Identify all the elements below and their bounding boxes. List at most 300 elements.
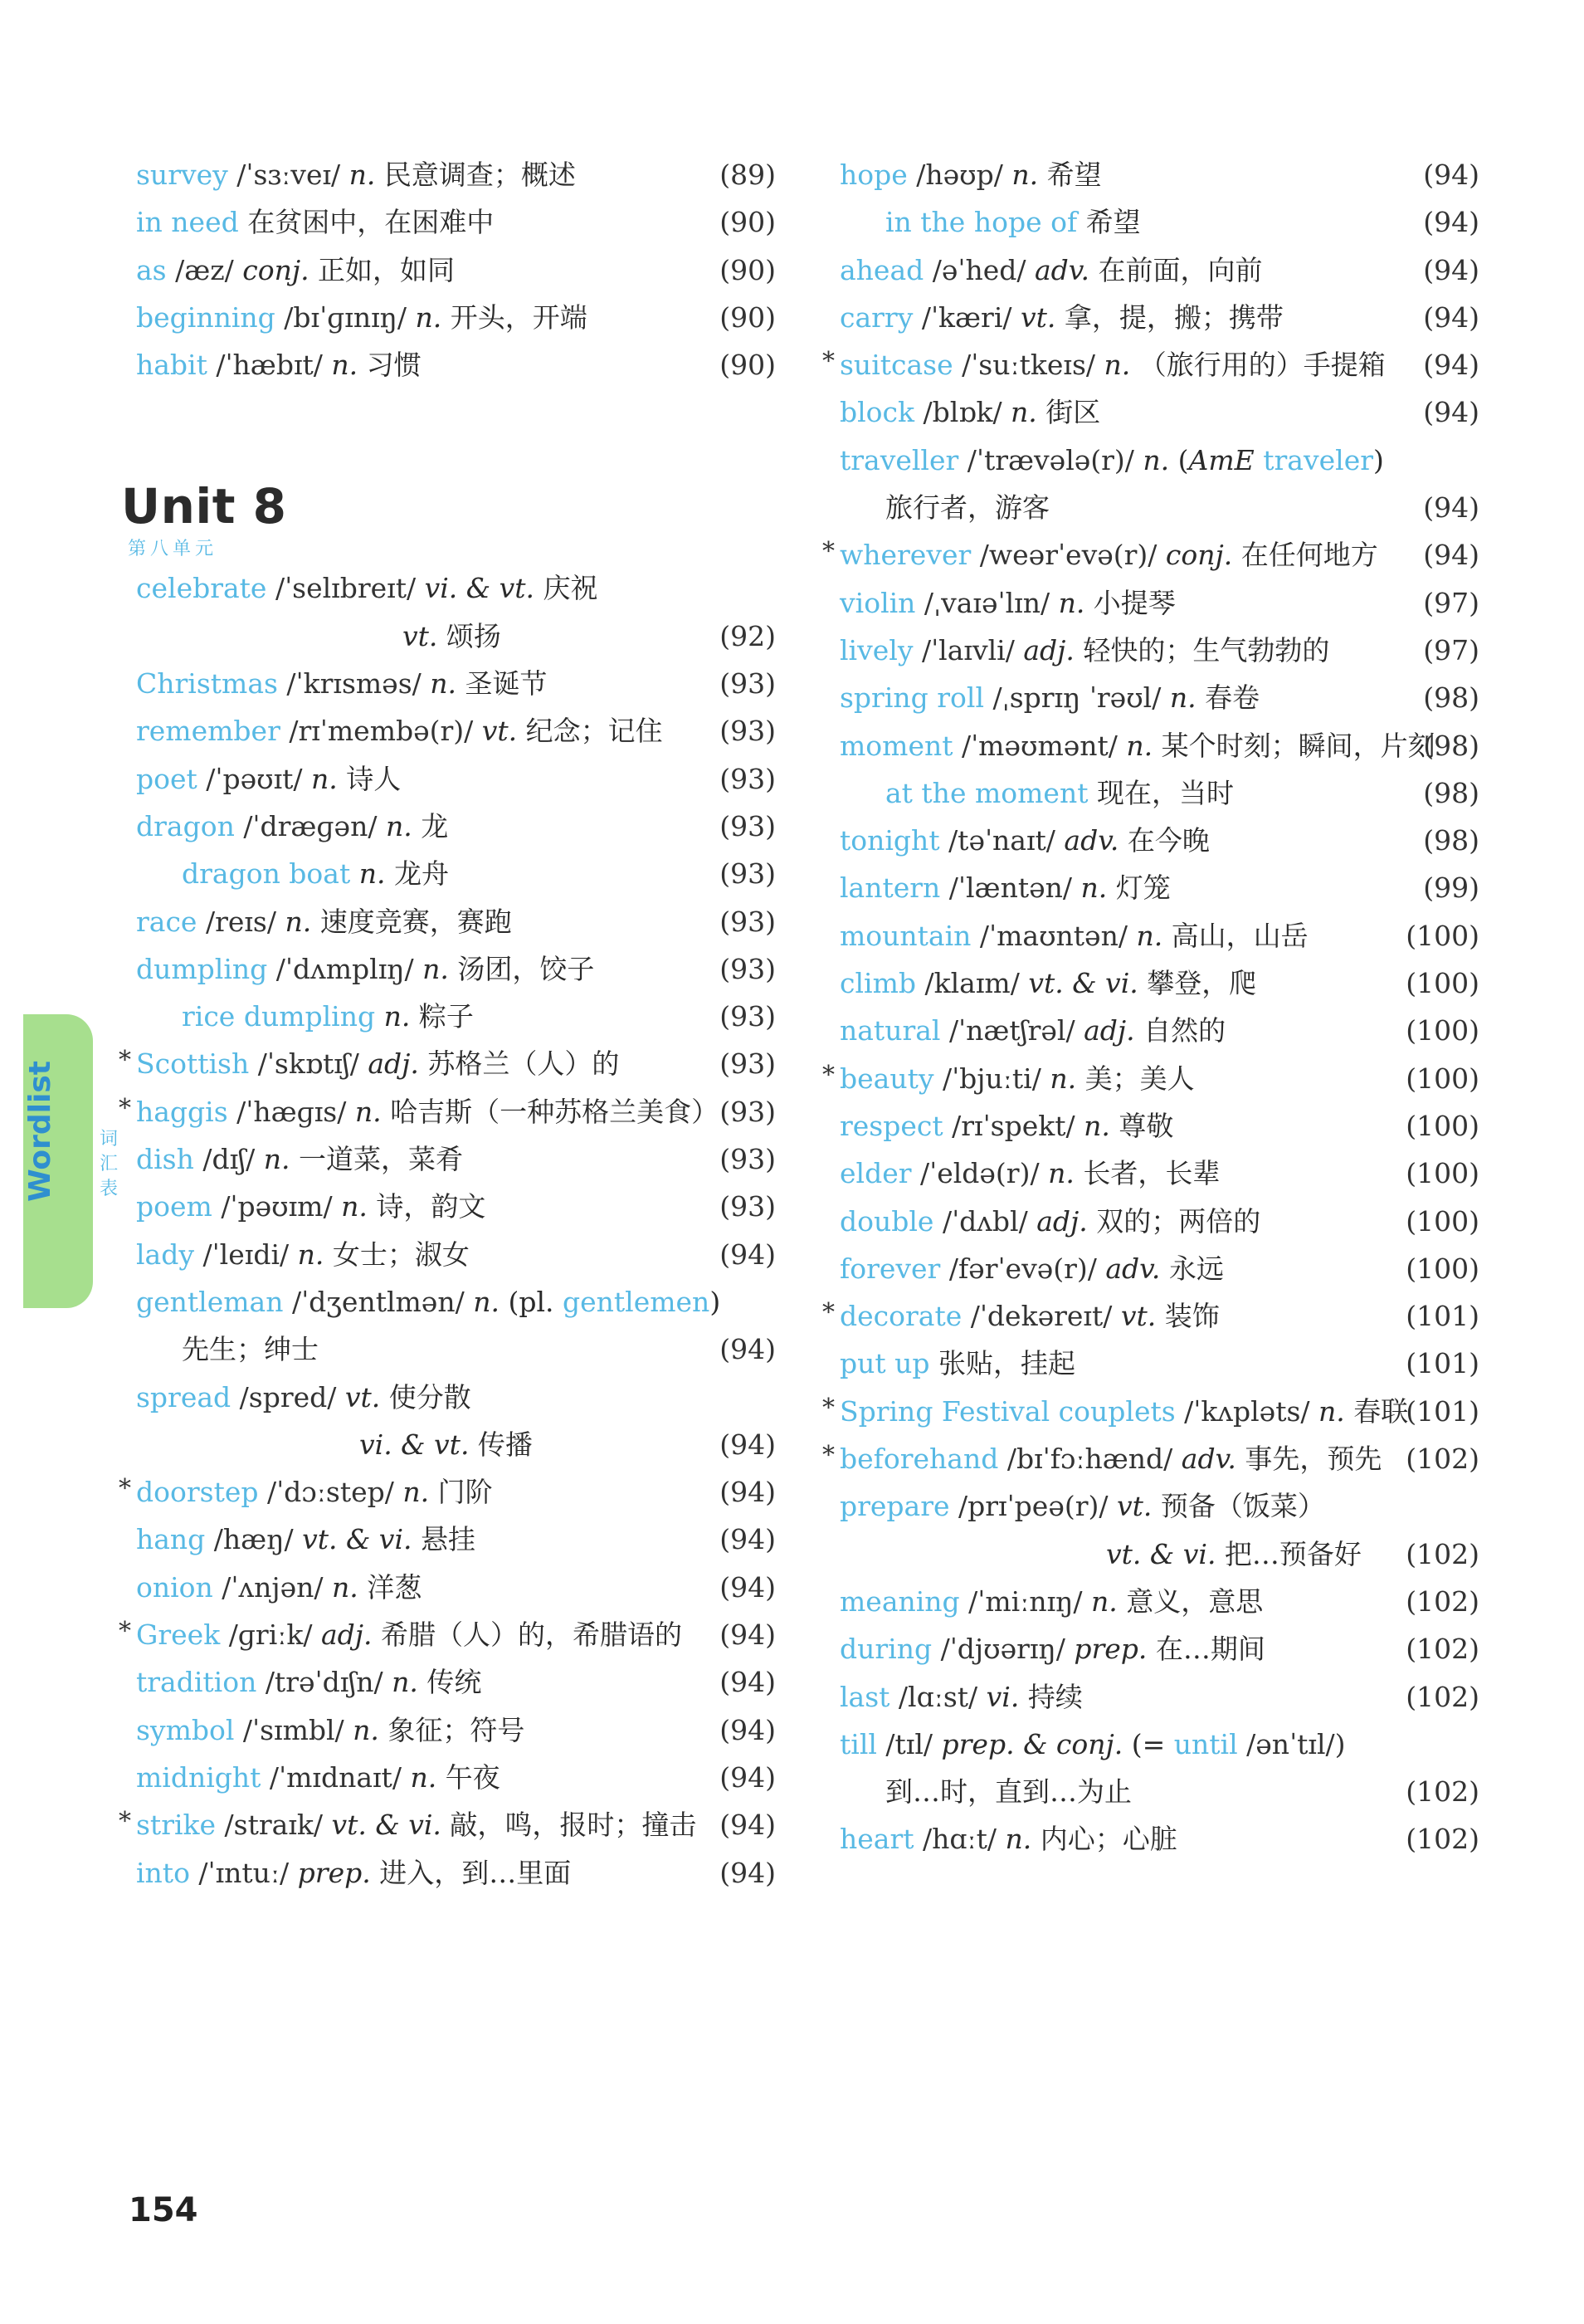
entry-text: [840, 1340, 1075, 1387]
entry-meaning: 午夜: [436, 1760, 500, 1794]
entry-meaning: 使分散: [380, 1380, 471, 1413]
entry-word: elder: [840, 1157, 912, 1190]
wordlist-entry: [120, 1326, 776, 1373]
entry-pos: vt. & vi.: [1106, 1537, 1216, 1570]
entry-pos: n.: [358, 857, 386, 891]
entry-phonetic: /blɒk/: [914, 396, 1011, 429]
wordlist-entry: [120, 945, 776, 993]
entry-meaning: 春卷: [1196, 681, 1260, 715]
entry-phonetic: /ˈsuːtkeɪs/: [953, 349, 1104, 382]
entry-page-ref: (100): [1406, 1109, 1479, 1142]
left-post-list: [120, 564, 776, 1896]
entry-page-ref: (94): [719, 1666, 776, 1699]
wordlist-entry: [824, 722, 1479, 769]
entry-text: [136, 1135, 463, 1183]
entry-phonetic: /tɪl/: [876, 1727, 942, 1760]
entry-word: remember: [136, 715, 280, 748]
entry-star: *: [822, 1441, 835, 1471]
entry-text: [840, 1102, 1173, 1150]
entry-text: [885, 484, 1050, 531]
entry-pos: n.: [285, 905, 312, 938]
entry-meaning: 自然的: [1134, 1014, 1226, 1047]
wordlist-entry: [120, 1658, 776, 1706]
entry-page-ref: (101): [1406, 1347, 1479, 1380]
wordlist-entry: [824, 1340, 1479, 1387]
entry-page-ref: (94): [1423, 349, 1479, 382]
entry-text: [885, 1768, 1132, 1815]
entry-page-ref: (98): [1423, 824, 1479, 857]
entry-variant-tag: AmE: [1188, 443, 1255, 476]
wordlist-entry: [120, 898, 776, 945]
entry-star: *: [822, 1060, 835, 1090]
entry-pos: n.: [473, 1285, 500, 1318]
entry-page-ref: (90): [719, 253, 776, 286]
wordlist-entry: [120, 198, 776, 246]
entry-meaning: 开头，开端: [441, 300, 587, 334]
entry-word: Greek: [136, 1618, 221, 1652]
entry-phonetic: /lɑːst/: [889, 1680, 987, 1713]
entry-page-ref: (94): [719, 1333, 776, 1366]
entry-phonetic: /ˈdɔːstep/: [258, 1476, 403, 1509]
entry-page-ref: (93): [719, 1190, 776, 1223]
entry-word: climb: [840, 967, 917, 1000]
wordlist-entry: [824, 1055, 1479, 1102]
entry-pos: vt. & vi.: [302, 1523, 412, 1556]
entry-pos: adj.: [321, 1618, 373, 1652]
entry-word: spread: [136, 1380, 232, 1413]
entry-meaning: 传统: [417, 1666, 482, 1699]
entry-meaning: 美；美人: [1076, 1062, 1195, 1095]
entry-word: meaning: [840, 1584, 960, 1618]
entry-text: [840, 1578, 1263, 1625]
entry-page-ref: (94): [719, 1856, 776, 1889]
entry-meaning: (: [1169, 443, 1189, 476]
right-column: [824, 151, 1479, 1863]
wordlist-entry: [824, 484, 1479, 531]
entry-word: wherever: [840, 539, 972, 572]
wordlist-entry: [824, 1531, 1479, 1578]
wordlist-entry: [824, 1721, 1479, 1768]
entry-text: [840, 1673, 1083, 1721]
entry-phonetic: /spred/: [231, 1380, 345, 1413]
entry-text: [840, 1482, 1325, 1530]
entry-text: [840, 437, 1384, 484]
entry-pos: conj.: [1165, 539, 1233, 572]
wordlist-entry: [120, 850, 776, 897]
wordlist-entry: [824, 627, 1479, 674]
entry-page-ref: (93): [719, 1000, 776, 1033]
entry-meaning: 诗人: [337, 762, 402, 795]
entry-page-ref: (94): [719, 1713, 776, 1746]
entry-word: symbol: [136, 1713, 235, 1746]
entry-pos: n.: [341, 1190, 368, 1223]
entry-word: habit: [136, 349, 207, 382]
entry-text: [402, 613, 501, 660]
wordlist-entry: [824, 1292, 1479, 1340]
entry-page-ref: (93): [719, 952, 776, 985]
entry-page-ref: (100): [1406, 1062, 1479, 1095]
entry-word: at the moment: [885, 776, 1089, 809]
left-pre-list: [120, 151, 776, 388]
entry-pos: n.: [1136, 919, 1163, 952]
entry-page-ref: (98): [1423, 776, 1479, 809]
entry-pos: adj.: [1036, 1204, 1088, 1238]
entry-text: [840, 912, 1309, 959]
wordlist-entry: [824, 674, 1479, 721]
entry-pos: n.: [422, 952, 449, 985]
entry-meaning: 洋葱: [358, 1570, 422, 1604]
wordlist-tab-label: Wordlist: [23, 1061, 57, 1202]
entry-word: dumpling: [136, 952, 268, 985]
wordlist-entry: [120, 247, 776, 294]
entry-text: [136, 1516, 475, 1563]
entry-page-ref: (94): [1423, 159, 1479, 191]
entry-text: [136, 1374, 471, 1421]
entry-meaning: 现在，当时: [1088, 776, 1234, 809]
wordlist-entry: [824, 1768, 1479, 1815]
entry-pos: n.: [1318, 1394, 1345, 1428]
entry-page-ref: (94): [1423, 491, 1479, 525]
entry-text: [840, 151, 1102, 198]
entry-word: spring roll: [840, 681, 985, 715]
entry-phonetic: [350, 857, 359, 890]
entry-page-ref: (90): [719, 349, 776, 382]
entry-phonetic: /fərˈevə(r)/: [940, 1252, 1106, 1285]
entry-page-ref: (94): [719, 1476, 776, 1509]
entry-meaning: 旅行者，游客: [885, 491, 1050, 525]
entry-pos: n.: [392, 1666, 418, 1699]
entry-meaning: 小提琴: [1084, 586, 1176, 619]
entry-meaning: 哈吉斯（一种苏格兰美食）: [381, 1095, 719, 1128]
entry-phonetic: /ˈhæbɪt/: [207, 349, 332, 382]
entry-word: dish: [136, 1143, 194, 1176]
entry-word: ahead: [840, 253, 924, 286]
unit-subtitle: 第八单元: [128, 539, 218, 560]
page-number: 154: [129, 2191, 198, 2229]
entry-page-ref: (101): [1406, 1394, 1479, 1428]
entry-text: [840, 1721, 1346, 1768]
entry-word: celebrate: [136, 572, 267, 605]
entry-text: [885, 198, 1141, 246]
entry-pos: n.: [354, 1095, 382, 1128]
wordlist-entry: [824, 1388, 1479, 1435]
left-column: [120, 151, 776, 1897]
entry-tail: /ənˈtɪl/): [1237, 1727, 1346, 1760]
entry-phonetic: /bɪˈɡɪnɪŋ/: [275, 300, 416, 334]
entry-pos: vt.: [481, 715, 518, 748]
wordlist-entry: [824, 151, 1479, 198]
entry-text: [182, 1326, 319, 1373]
entry-meaning: 颂扬: [437, 619, 501, 652]
unit-heading: [120, 455, 776, 564]
entry-page-ref: (92): [719, 619, 776, 652]
entry-word: mountain: [840, 919, 972, 952]
entry-text: [136, 803, 448, 850]
entry-text: [840, 1435, 1382, 1482]
entry-pos: n.: [1005, 1823, 1032, 1856]
wordlist-entry: [120, 294, 776, 341]
entry-word: beauty: [840, 1062, 934, 1095]
entry-meaning: 装饰: [1156, 1300, 1220, 1333]
wordlist-entry: [824, 341, 1479, 388]
entry-pos: n.: [410, 1760, 437, 1794]
entry-word: Scottish: [136, 1047, 250, 1081]
entry-meaning: (pl.: [499, 1285, 563, 1318]
wordlist-entry: [120, 341, 776, 388]
entry-pos: n.: [1050, 1062, 1077, 1095]
entry-text: [136, 341, 422, 388]
entry-phonetic: /ˈdjʊərɪŋ/: [932, 1633, 1075, 1666]
entry-pos: n.: [331, 349, 358, 382]
entry-meaning: 粽子: [410, 1000, 474, 1033]
entry-text: [136, 151, 576, 198]
entry-phonetic: /straɪk/: [216, 1809, 332, 1842]
wordlist-entry: [824, 198, 1479, 246]
entry-phonetic: /hɑːt/: [914, 1823, 1006, 1856]
entry-text: [136, 1706, 524, 1754]
entry-phonetic: /ˈmaʊntən/: [971, 919, 1137, 952]
entry-star: *: [119, 1093, 131, 1123]
entry-pos: n.: [332, 1570, 358, 1604]
entry-page-ref: (94): [719, 1238, 776, 1271]
entry-text: [136, 945, 594, 993]
entry-meaning: 希腊（人）的，希腊语的: [372, 1618, 683, 1652]
entry-phonetic: /ˈdʒentlmən/: [283, 1285, 474, 1318]
entry-pos: prep.: [1074, 1633, 1148, 1666]
entry-word: during: [840, 1633, 933, 1666]
entry-phonetic: /ˈbjuːti/: [933, 1062, 1050, 1095]
entry-word: Christmas: [136, 667, 278, 701]
entry-meaning: 张贴，挂起: [929, 1347, 1076, 1380]
entry-text: [840, 959, 1256, 1007]
entry-star: *: [822, 537, 835, 567]
entry-meaning: 女士；淑女: [324, 1238, 470, 1271]
entry-pos: adj.: [1023, 633, 1075, 666]
entry-pos: n.: [1058, 586, 1085, 619]
entry-word: dragon boat: [182, 857, 351, 891]
wordlist-entry: [120, 1706, 776, 1754]
wordlist-entry: [824, 247, 1479, 294]
entry-meaning: 诗，韵文: [367, 1190, 486, 1223]
entry-meaning: 苏格兰（人）的: [418, 1047, 620, 1081]
entry-meaning: 庆祝: [534, 572, 598, 605]
entry-word: race: [136, 905, 197, 938]
entry-text: [136, 1658, 481, 1706]
wordlist-entry: [120, 993, 776, 1040]
entry-word: gentleman: [136, 1285, 284, 1318]
entry-page-ref: (100): [1406, 1252, 1479, 1285]
entry-text: [840, 1007, 1226, 1054]
wordlist-entry: [824, 1150, 1479, 1197]
entry-word: prepare: [840, 1490, 950, 1523]
entry-phonetic: /klaɪm/: [916, 967, 1029, 1000]
entry-pos: n.: [402, 1476, 430, 1509]
entry-word: hope: [840, 159, 908, 191]
wordlist-entry: [120, 1754, 776, 1801]
entry-text: [136, 198, 494, 246]
entry-text: [840, 627, 1329, 674]
entry-meaning: 在前面，向前: [1089, 253, 1263, 286]
entry-star: *: [119, 1807, 131, 1837]
entry-text: [136, 660, 548, 707]
entry-page-ref: (90): [719, 206, 776, 239]
section-gap: [120, 388, 776, 455]
entry-meaning: 街区: [1036, 396, 1101, 429]
entry-text: [136, 1468, 493, 1516]
entry-phonetic: /ˈdekəreɪt/: [962, 1300, 1121, 1333]
entry-page-ref: (94): [1423, 253, 1479, 286]
entry-pos: n.: [1169, 681, 1197, 715]
wordlist-entry: [120, 1801, 776, 1848]
entry-meaning: 把…预备好: [1216, 1537, 1362, 1570]
entry-word: in the hope of: [885, 206, 1078, 239]
entry-text: [840, 1055, 1195, 1102]
entry-phonetic: /rɪˈspekt/: [943, 1109, 1084, 1142]
entry-text: [840, 1815, 1177, 1863]
entry-tail: ): [709, 1285, 721, 1318]
entry-word: lively: [840, 633, 914, 666]
entry-phonetic: /prɪˈpeə(r)/: [949, 1490, 1117, 1523]
entry-word: doorstep: [136, 1476, 259, 1509]
entry-meaning: 一道菜，菜肴: [290, 1143, 463, 1176]
entry-phonetic: /ˈmɪdnaɪt/: [261, 1760, 411, 1794]
entry-pos: n.: [1091, 1584, 1118, 1618]
entry-meaning: 龙舟: [385, 857, 449, 891]
entry-word: beginning: [136, 300, 275, 334]
entry-page-ref: (89): [719, 159, 776, 191]
entry-word: traveller: [840, 443, 959, 476]
entry-page-ref: (102): [1406, 1775, 1479, 1809]
wordlist-entry: [824, 1673, 1479, 1721]
entry-pos: vt. & vi.: [331, 1809, 441, 1842]
entry-text: [840, 294, 1284, 341]
entry-pos: n.: [311, 762, 338, 795]
entry-text: [136, 1040, 619, 1087]
entry-meaning: 在贫困中，在困难中: [238, 206, 495, 239]
entry-meaning: 预备（饭菜）: [1152, 1490, 1325, 1523]
entry-variant: until: [1173, 1727, 1238, 1760]
entry-phonetic: /æz/: [166, 253, 243, 286]
entry-pos: n.: [1143, 443, 1170, 476]
entry-text: [840, 674, 1260, 721]
entry-word: heart: [840, 1823, 914, 1856]
entry-phonetic: /təˈnaɪt/: [939, 824, 1065, 857]
wordlist-entry: [824, 1482, 1479, 1530]
entry-meaning: 拿，提，搬；携带: [1055, 300, 1284, 334]
unit-title: Unit 8: [121, 478, 287, 535]
entry-word: lantern: [840, 872, 941, 905]
entry-phonetic: /ˌvaɪəˈlɪn/: [915, 586, 1059, 619]
entry-text: [840, 1198, 1260, 1245]
entry-meaning: 事先，预先: [1236, 1443, 1382, 1476]
wordlist-entry: [120, 755, 776, 803]
entry-phonetic: /ˈnætʃrəl/: [940, 1014, 1084, 1047]
wordlist-entry: [824, 1198, 1479, 1245]
entry-text: [136, 1849, 571, 1897]
entry-pos: n.: [383, 1000, 411, 1033]
entry-word: into: [136, 1856, 190, 1889]
entry-page-ref: (94): [1423, 396, 1479, 429]
entry-meaning: 持续: [1019, 1680, 1083, 1713]
entry-text: [136, 898, 512, 945]
entry-meaning: 正如，如同: [309, 253, 456, 286]
entry-phonetic: /bɪˈfɔːhænd/: [998, 1443, 1182, 1476]
entry-page-ref: (94): [719, 1809, 776, 1842]
entry-pos: n.: [1011, 396, 1037, 429]
entry-page-ref: (94): [719, 1523, 776, 1556]
entry-word: tradition: [136, 1666, 257, 1699]
entry-text: [840, 1245, 1224, 1292]
entry-text: [840, 722, 1435, 769]
entry-page-ref: (94): [1423, 300, 1479, 334]
entry-page-ref: (93): [719, 1143, 776, 1176]
wordlist-entry: [120, 613, 776, 660]
entry-text: [136, 707, 663, 754]
wordlist-entry: [824, 1578, 1479, 1625]
entry-pos: vi.: [986, 1680, 1020, 1713]
entry-star: *: [822, 347, 835, 377]
entry-phonetic: /ˈhæɡɪs/: [227, 1095, 355, 1128]
wordlist-entry: [824, 531, 1479, 579]
entry-page-ref: (102): [1406, 1443, 1479, 1476]
entry-text: [136, 1183, 485, 1230]
entry-page-ref: (93): [719, 905, 776, 938]
entry-page-ref: (94): [719, 1570, 776, 1604]
entry-word: dragon: [136, 809, 235, 842]
entry-text: [885, 769, 1234, 817]
entry-word: rice dumpling: [182, 1000, 376, 1033]
entry-phonetic: /ˈʌnjən/: [212, 1570, 332, 1604]
wordlist-entry: [120, 1564, 776, 1611]
entry-text: [136, 1088, 719, 1135]
entry-pos: n.: [1084, 1109, 1110, 1142]
entry-phonetic: /ˈɪntuː/: [189, 1856, 298, 1889]
entry-meaning: 圣诞节: [456, 667, 548, 701]
entry-pos: vt.: [344, 1380, 381, 1413]
wordlist-entry: [824, 1245, 1479, 1292]
entry-phonetic: /ɡriːk/: [220, 1618, 321, 1652]
entry-pos: n.: [1080, 872, 1108, 905]
entry-word: carry: [840, 300, 914, 334]
entry-text: [136, 1801, 696, 1848]
entry-word: double: [840, 1204, 934, 1238]
entry-phonetic: /ˈselɪbreɪt/: [266, 572, 425, 605]
entry-text: [840, 1292, 1220, 1340]
entry-text: [840, 1388, 1408, 1435]
entry-word: survey: [136, 159, 228, 191]
entry-page-ref: (94): [719, 1760, 776, 1794]
entry-meaning: 速度竞赛，赛跑: [311, 905, 512, 938]
entry-page-ref: (98): [1423, 681, 1479, 715]
entry-word: in need: [136, 206, 239, 239]
entry-word: last: [840, 1680, 890, 1713]
entry-word: decorate: [840, 1300, 963, 1333]
entry-meaning: 门阶: [429, 1476, 493, 1509]
entry-meaning: 到…时，直到…为止: [885, 1775, 1132, 1809]
entry-text: [1106, 1531, 1362, 1578]
wordlist-entry: [120, 151, 776, 198]
entry-phonetic: /ˈkrɪsməs/: [277, 667, 431, 701]
entry-pos: adv.: [1064, 824, 1119, 857]
entry-meaning: 尊敬: [1109, 1109, 1174, 1142]
entry-meaning: 希望: [1038, 159, 1102, 191]
entry-page-ref: (100): [1406, 919, 1479, 952]
entry-pos: n.: [348, 159, 376, 191]
entry-pos: vt.: [1117, 1490, 1153, 1523]
entry-pos: prep. & conj.: [941, 1727, 1123, 1760]
entry-pos: adv.: [1181, 1443, 1236, 1476]
entry-meaning: 进入，到…里面: [370, 1856, 572, 1889]
